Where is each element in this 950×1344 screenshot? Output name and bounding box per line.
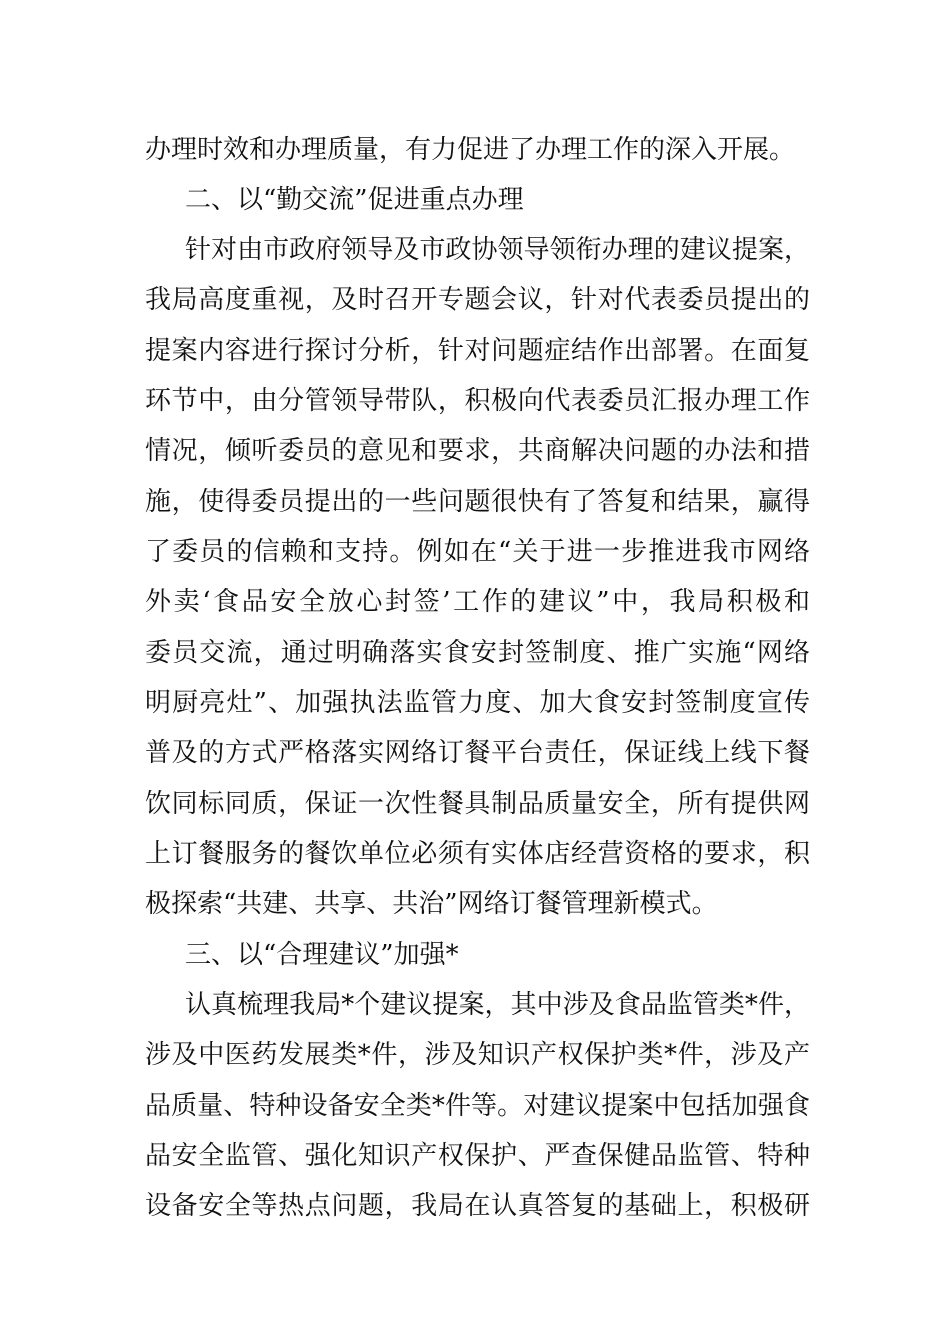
paragraph-line: 我局高度重视，及时召开专题会议，针对代表委员提出的 <box>145 285 810 315</box>
paragraph-line: 极探索“共建、共享、共治”网络订餐管理新模式。 <box>145 889 718 919</box>
paragraph-line: 涉及中医药发展类*件，涉及知识产权保护类*件，涉及产 <box>145 1040 810 1070</box>
paragraph-line: 外卖‘食品安全放心封签’工作的建议”中，我局积极和 <box>145 587 810 617</box>
paragraph-line: 施，使得委员提出的一些问题很快有了答复和结果，赢得 <box>145 487 810 517</box>
paragraph-line: 认真梳理我局*个建议提案，其中涉及食品监管类*件， <box>185 990 810 1020</box>
paragraph-line: 品安全监管、强化知识产权保护、严查保健品监管、特种 <box>145 1141 810 1171</box>
paragraph-line: 环节中，由分管领导带队，积极向代表委员汇报办理工作 <box>145 386 810 416</box>
paragraph-line: 品质量、特种设备安全类*件等。对建议提案中包括加强食 <box>145 1091 810 1121</box>
section-heading: 二、以“勤交流”促进重点办理 <box>185 185 524 215</box>
paragraph-line: 针对由市政府领导及市政协领导领衔办理的建议提案， <box>185 235 810 265</box>
paragraph-line: 设备安全等热点问题，我局在认真答复的基础上，积极研 <box>145 1191 810 1221</box>
paragraph-line: 明厨亮灶”、加强执法监管力度、加大食安封签制度宣传 <box>145 688 810 718</box>
paragraph-line: 饮同标同质，保证一次性餐具制品质量安全，所有提供网 <box>145 789 810 819</box>
paragraph-line: 办理时效和办理质量，有力促进了办理工作的深入开展。 <box>145 135 796 165</box>
paragraph-line: 提案内容进行探讨分析，针对问题症结作出部署。在面复 <box>145 336 810 366</box>
section-heading: 三、以“合理建议”加强* <box>185 940 459 970</box>
paragraph-line: 上订餐服务的餐饮单位必须有实体店经营资格的要求，积 <box>145 839 810 869</box>
paragraph-line: 了委员的信赖和支持。例如在“关于进一步推进我市网络 <box>145 537 810 567</box>
paragraph-line: 委员交流，通过明确落实食安封签制度、推广实施“网络 <box>145 638 810 668</box>
paragraph-line: 情况，倾听委员的意见和要求，共商解决问题的办法和措 <box>145 436 810 466</box>
paragraph-line: 普及的方式严格落实网络订餐平台责任，保证线上线下餐 <box>145 738 810 768</box>
